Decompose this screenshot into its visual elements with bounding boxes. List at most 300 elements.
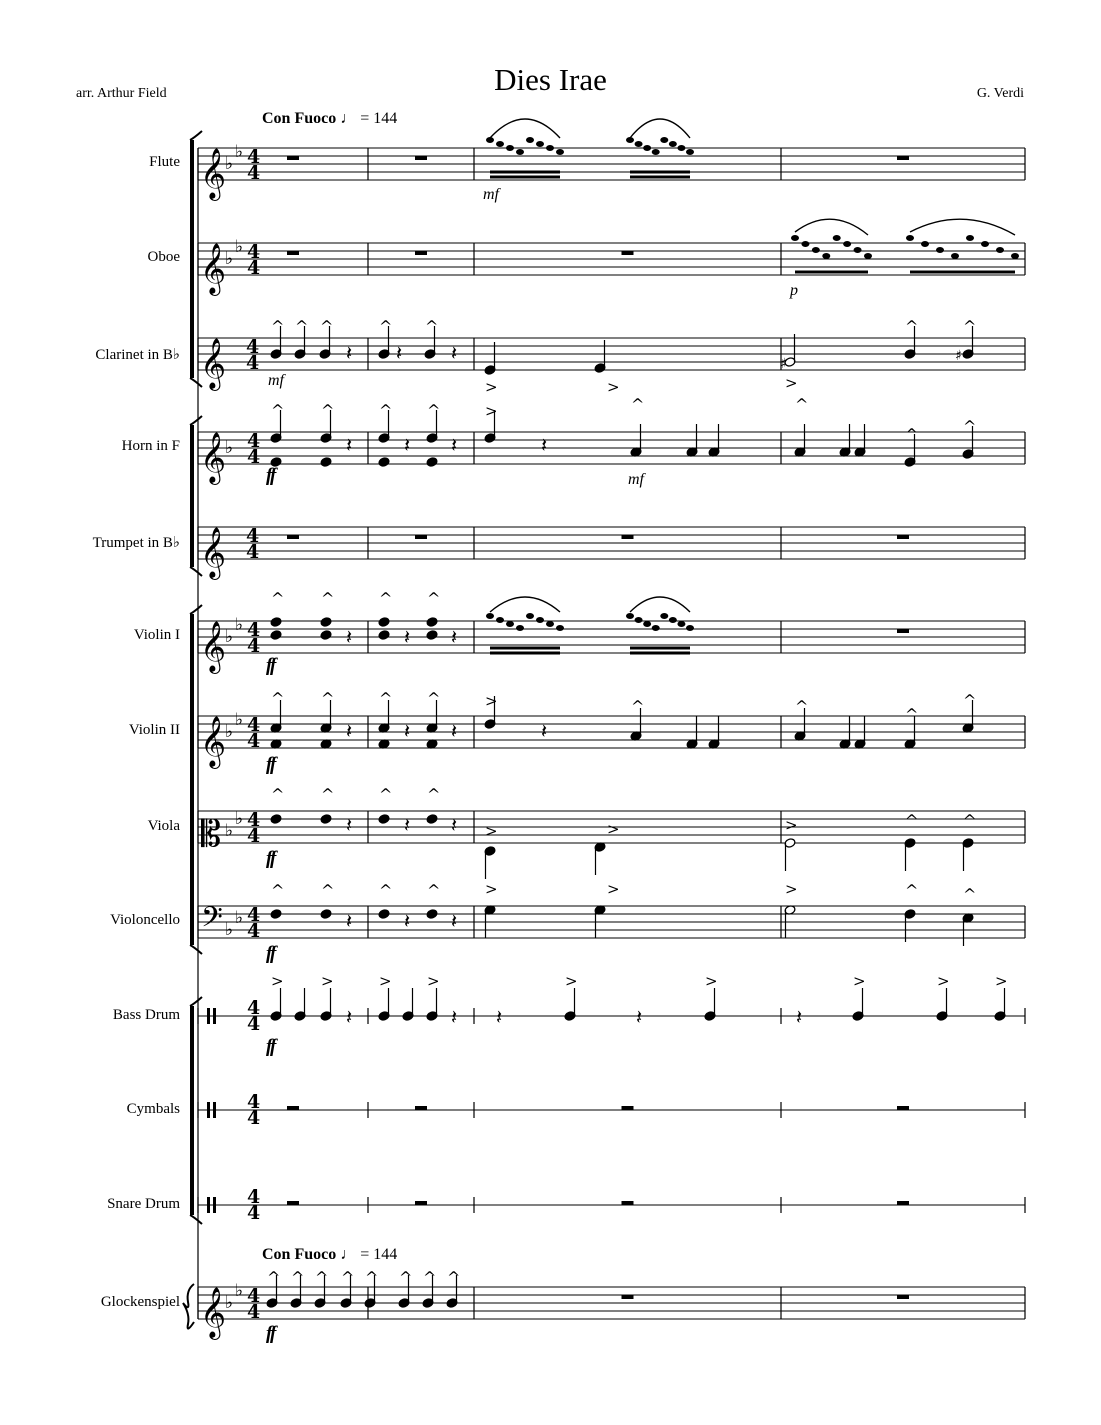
marcato-icon: ^	[291, 1268, 305, 1287]
notehead	[270, 457, 282, 468]
slur	[910, 219, 1015, 235]
notehead	[378, 630, 390, 641]
instrument-name-viola: Viola	[147, 818, 180, 834]
notehead	[652, 625, 660, 631]
note	[426, 814, 438, 825]
accent-icon: >	[607, 880, 620, 898]
quarter-rest-icon: 𝄽	[451, 719, 458, 743]
marcato-icon: ^	[425, 317, 439, 336]
quarter-rest-icon: 𝄽	[451, 813, 458, 837]
marcato-icon: ^	[315, 1268, 329, 1287]
quarter-rest-icon: 𝄽	[451, 1005, 458, 1029]
notehead	[526, 137, 534, 143]
time-signature-top: 4	[247, 1186, 261, 1208]
note	[484, 342, 496, 375]
accent-icon: >	[485, 822, 498, 840]
whole-rest	[622, 1201, 634, 1205]
notehead	[660, 613, 668, 619]
note	[904, 838, 916, 871]
time-signature-bottom: 4	[247, 1013, 261, 1035]
marcato-icon: ^	[271, 881, 285, 900]
instrument-name-trumpet: Trumpet in B♭	[92, 535, 180, 551]
score-title: Dies Irae	[494, 62, 607, 97]
dynamic-flute: mf	[483, 186, 499, 203]
accent-icon: >	[485, 402, 498, 420]
note	[378, 909, 390, 920]
note	[854, 716, 866, 749]
time-signature-bottom: 4	[247, 920, 261, 942]
flat-icon: ♭	[235, 615, 244, 635]
note	[904, 909, 916, 942]
marcato-icon: ^	[631, 395, 645, 414]
instrument-name-bass-drum: Bass Drum	[112, 1007, 180, 1023]
marcato-icon: ^	[295, 317, 309, 336]
quarter-rest-icon: 𝄽	[404, 625, 411, 649]
note	[426, 909, 438, 920]
notehead	[320, 457, 332, 468]
treble-clef-icon: 𝄞	[200, 338, 227, 389]
treble-clef-icon: 𝄞	[200, 716, 227, 767]
staff	[198, 525, 1025, 580]
note	[270, 617, 282, 628]
note	[426, 630, 438, 641]
marcato-icon: ^	[795, 697, 809, 716]
marcato-icon: ^	[427, 785, 441, 804]
note	[378, 988, 390, 1021]
accent-icon: >	[607, 378, 620, 396]
quarter-note-icon: ♩	[340, 110, 357, 127]
slur	[490, 597, 560, 612]
accent-icon: >	[705, 972, 718, 990]
staff	[198, 901, 1025, 942]
time-signature-bottom: 4	[247, 446, 261, 468]
instrument-name-snare-drum: Snare Drum	[107, 1196, 180, 1212]
marcato-icon: ^	[341, 1268, 355, 1287]
time-signature-bottom: 4	[247, 162, 261, 184]
marcato-icon: ^	[321, 589, 335, 608]
treble-clef-icon: 𝄞	[200, 527, 227, 578]
notehead	[669, 141, 677, 147]
note	[839, 424, 851, 457]
time-signature-top: 4	[247, 1091, 261, 1113]
notehead	[833, 235, 841, 241]
notehead	[556, 625, 564, 631]
whole-rest	[622, 535, 634, 539]
marcato-icon: ^	[963, 885, 977, 904]
notehead	[686, 625, 694, 631]
note	[962, 838, 974, 871]
notehead	[496, 141, 504, 147]
dynamic-glockenspiel: ff	[266, 1323, 275, 1344]
whole-rest	[287, 1201, 299, 1205]
notehead	[378, 814, 390, 825]
notehead	[981, 241, 989, 247]
notehead	[426, 630, 438, 641]
notehead	[270, 617, 282, 628]
notehead	[320, 909, 332, 920]
notehead	[426, 457, 438, 468]
note	[320, 814, 332, 825]
accent-icon: >	[565, 972, 578, 990]
marcato-icon: ^	[271, 785, 285, 804]
whole-rest	[415, 535, 427, 539]
note	[839, 716, 851, 749]
time-signature-top: 4	[246, 525, 260, 547]
whole-rest	[415, 156, 427, 160]
notehead	[635, 141, 643, 147]
notes	[266, 119, 1019, 1308]
accent-icon: >	[427, 972, 440, 990]
notehead	[801, 241, 809, 247]
bracket-percussion-hook	[190, 1215, 202, 1224]
time-signature-bottom: 4	[247, 1202, 261, 1224]
marcato-icon: ^	[271, 317, 285, 336]
instrument-name-violin-1: Violin I	[133, 627, 180, 643]
note	[630, 424, 642, 457]
bass-clef-icon: 𝄢	[201, 901, 223, 941]
dynamic-cello: ff	[266, 943, 275, 964]
treble-clef-icon: 𝄞	[200, 621, 227, 672]
bracket-woodwinds-hook	[190, 131, 202, 140]
note	[564, 988, 576, 1021]
marcato-icon: ^	[379, 785, 393, 804]
sharp-icon: ♯	[780, 356, 787, 372]
marcato-icon: ^	[447, 1268, 461, 1287]
note	[426, 457, 438, 468]
marcato-icon: ^	[321, 689, 335, 708]
time-signature-bottom: 4	[247, 635, 261, 657]
note	[594, 842, 606, 875]
marcato-icon: ^	[271, 689, 285, 708]
note	[784, 838, 796, 871]
staves	[183, 131, 1025, 1340]
dynamic-violin-2: ff	[266, 754, 275, 775]
quarter-rest-icon: 𝄽	[451, 341, 458, 365]
dynamic-violin-1: ff	[266, 655, 275, 676]
instrument-name-flute: Flute	[149, 154, 180, 170]
whole-rest	[415, 251, 427, 255]
notehead	[506, 621, 514, 627]
instrument-name-cymbals: Cymbals	[126, 1101, 180, 1117]
notehead	[966, 235, 974, 241]
time-signature-bottom: 4	[247, 1107, 261, 1129]
time-signature-bottom: 4	[247, 825, 261, 847]
whole-rest	[287, 251, 299, 255]
notehead	[1011, 253, 1019, 259]
note	[794, 424, 806, 457]
marcato-icon: ^	[399, 1268, 413, 1287]
arranger-credit: arr. Arthur Field	[76, 86, 167, 101]
notehead	[936, 247, 944, 253]
time-signature-bottom: 4	[246, 541, 260, 563]
quarter-rest-icon: 𝄽	[541, 719, 548, 743]
notehead	[854, 247, 862, 253]
marcato-icon: ^	[427, 689, 441, 708]
accent-icon: >	[379, 972, 392, 990]
whole-rest	[897, 629, 909, 633]
note	[320, 909, 332, 920]
flat-icon: ♭	[225, 1293, 234, 1313]
marcato-icon: ^	[905, 705, 919, 724]
note	[320, 457, 332, 468]
notehead	[536, 141, 544, 147]
marcato-icon: ^	[321, 881, 335, 900]
quarter-rest-icon: 𝄽	[346, 341, 353, 365]
note	[426, 988, 438, 1021]
note	[270, 988, 282, 1021]
flat-icon: ♭	[225, 627, 234, 647]
notehead	[921, 241, 929, 247]
note	[378, 814, 390, 825]
marcato-icon: ^	[379, 401, 393, 420]
instrument-name-cello: Violoncello	[110, 912, 180, 928]
marcato-icon: ^	[963, 317, 977, 336]
slur	[630, 597, 690, 612]
note	[854, 424, 866, 457]
flat-icon: ♭	[225, 438, 234, 458]
flat-icon: ♭	[235, 809, 244, 829]
flat-icon: ♭	[235, 1281, 244, 1301]
notehead	[320, 814, 332, 825]
accent-icon: >	[271, 972, 284, 990]
note	[994, 988, 1006, 1021]
slur	[490, 119, 560, 138]
bracket-strings-hook	[190, 605, 202, 614]
time-signature-top: 4	[247, 241, 261, 263]
time-signature-top: 4	[247, 714, 261, 736]
slur	[630, 119, 690, 138]
notehead	[486, 613, 494, 619]
quarter-rest-icon: 𝄽	[396, 341, 403, 365]
note	[270, 814, 282, 825]
note	[378, 457, 390, 468]
quarter-rest-icon: 𝄽	[636, 1005, 643, 1029]
note	[852, 988, 864, 1021]
marcato-icon: ^	[320, 317, 334, 336]
notehead	[496, 617, 504, 623]
staff	[198, 237, 1025, 296]
accent-icon: >	[853, 972, 866, 990]
notehead	[320, 617, 332, 628]
whole-rest	[415, 1106, 427, 1110]
notehead	[669, 617, 677, 623]
instrument-name-violin-2: Violin II	[128, 722, 180, 738]
dynamic-bass-drum: ff	[266, 1036, 275, 1057]
quarter-rest-icon: 𝄽	[796, 1005, 803, 1029]
instrument-name-horn: Horn in F	[121, 438, 180, 454]
marcato-icon: ^	[795, 395, 809, 414]
notehead	[643, 145, 651, 151]
marcato-icon: ^	[423, 1268, 437, 1287]
notehead	[486, 137, 494, 143]
notehead	[626, 613, 634, 619]
bracket-percussion	[190, 1006, 194, 1215]
quarter-rest-icon: 𝄽	[346, 1005, 353, 1029]
note	[686, 716, 698, 749]
accent-icon: >	[785, 880, 798, 898]
accent-icon: >	[485, 880, 498, 898]
notehead	[378, 909, 390, 920]
marcato-icon: ^	[427, 589, 441, 608]
notehead	[822, 253, 830, 259]
quarter-note-icon: ♩	[340, 1246, 357, 1263]
notehead	[546, 621, 554, 627]
note	[320, 617, 332, 628]
time-signature-top: 4	[247, 619, 261, 641]
quarter-rest-icon: 𝄽	[404, 813, 411, 837]
notehead	[378, 617, 390, 628]
notehead	[526, 613, 534, 619]
alto-clef-icon: 𝄡	[201, 814, 222, 855]
tempo-marking-glockenspiel: Con Fuoco ♩ = 144	[262, 1246, 398, 1263]
accent-icon: >	[995, 972, 1008, 990]
time-signature-bottom: 4	[246, 352, 260, 374]
whole-rest	[622, 251, 634, 255]
instrument-name-clarinet: Clarinet in B♭	[95, 347, 180, 363]
percussion-clef-icon	[207, 1197, 210, 1213]
marcato-icon: ^	[379, 689, 393, 708]
note	[378, 617, 390, 628]
whole-rest	[897, 1295, 909, 1299]
notehead	[652, 149, 660, 155]
marcato-icon: ^	[963, 691, 977, 710]
quarter-rest-icon: 𝄽	[346, 719, 353, 743]
notehead	[546, 145, 554, 151]
bracket-brass-hook	[190, 416, 202, 425]
notehead	[516, 149, 524, 155]
marcato-icon: ^	[321, 785, 335, 804]
time-signature-top: 4	[247, 146, 261, 168]
quarter-rest-icon: 𝄽	[404, 909, 411, 933]
flat-icon: ♭	[235, 142, 244, 162]
notehead	[516, 625, 524, 631]
whole-rest	[897, 535, 909, 539]
whole-rest	[287, 156, 299, 160]
whole-rest	[287, 1106, 299, 1110]
note	[594, 905, 606, 938]
notehead	[951, 253, 959, 259]
quarter-rest-icon: 𝄽	[346, 433, 353, 457]
note	[270, 457, 282, 468]
accent-icon: >	[785, 816, 798, 834]
quarter-rest-icon: 𝄽	[346, 813, 353, 837]
marcato-icon: ^	[963, 417, 977, 436]
note	[320, 988, 332, 1021]
quarter-rest-icon: 𝄽	[541, 433, 548, 457]
staff	[198, 1281, 1025, 1340]
dynamic-horn: ff	[266, 465, 275, 486]
instrument-name-oboe: Oboe	[147, 249, 180, 265]
notehead	[843, 241, 851, 247]
notehead	[635, 617, 643, 623]
marcato-icon: ^	[905, 881, 919, 900]
sharp-icon: ♯	[955, 348, 962, 364]
note	[426, 617, 438, 628]
composer-credit: G. Verdi	[976, 86, 1024, 101]
notehead	[906, 235, 914, 241]
accent-icon: >	[937, 972, 950, 990]
flat-icon: ♭	[235, 908, 244, 928]
note	[708, 424, 720, 457]
flat-icon: ♭	[225, 154, 234, 174]
percussion-clef-icon	[207, 1008, 210, 1024]
notehead	[270, 630, 282, 641]
accent-icon: >	[485, 378, 498, 396]
accent-icon: >	[607, 820, 620, 838]
flat-icon: ♭	[235, 710, 244, 730]
staff	[198, 142, 1025, 201]
notehead	[426, 617, 438, 628]
notehead	[426, 909, 438, 920]
note	[484, 905, 496, 938]
note	[708, 716, 720, 749]
note	[270, 909, 282, 920]
accent-icon: >	[785, 374, 798, 392]
flat-icon: ♭	[225, 821, 234, 841]
treble-clef-icon: 𝄞	[200, 432, 227, 483]
notehead	[812, 247, 820, 253]
time-signature-top: 4	[247, 809, 261, 831]
whole-rest	[897, 156, 909, 160]
notehead	[320, 630, 332, 641]
bracket-brass	[190, 425, 194, 567]
marcato-icon: ^	[905, 425, 919, 444]
time-signature-top: 4	[247, 904, 261, 926]
notehead	[643, 621, 651, 627]
bracket-percussion-hook	[190, 997, 202, 1006]
notehead	[626, 137, 634, 143]
tempo-marking-top: Con Fuoco ♩ = 144	[262, 110, 398, 127]
notehead	[686, 149, 694, 155]
marcato-icon: ^	[379, 881, 393, 900]
marcato-icon: ^	[365, 1268, 379, 1287]
note	[686, 424, 698, 457]
notehead	[864, 253, 872, 259]
notehead	[677, 621, 685, 627]
percussion-clef-icon	[213, 1008, 216, 1024]
note	[594, 340, 606, 373]
accent-icon: >	[485, 692, 498, 710]
quarter-rest-icon: 𝄽	[404, 719, 411, 743]
brace-glockenspiel	[183, 1284, 194, 1329]
time-signature-top: 4	[246, 336, 260, 358]
treble-clef-icon: 𝄞	[200, 148, 227, 199]
whole-rest	[287, 535, 299, 539]
time-signature-top: 4	[247, 997, 261, 1019]
flat-icon: ♭	[235, 237, 244, 257]
marcato-icon: ^	[427, 881, 441, 900]
slur	[795, 219, 868, 235]
staff	[198, 710, 1025, 769]
notehead	[270, 814, 282, 825]
notehead	[426, 814, 438, 825]
whole-rest	[897, 1106, 909, 1110]
dynamic-viola: ff	[266, 848, 275, 869]
marcato-icon: ^	[379, 589, 393, 608]
note	[784, 905, 796, 938]
treble-clef-icon: 𝄞	[200, 1287, 227, 1338]
flat-icon: ♭	[225, 920, 234, 940]
note	[270, 630, 282, 641]
dynamic-oboe: p	[790, 282, 798, 299]
marcato-icon: ^	[631, 697, 645, 716]
quarter-rest-icon: 𝄽	[451, 909, 458, 933]
dynamic-horn-m3: mf	[628, 471, 644, 488]
notehead	[791, 235, 799, 241]
time-signature-bottom: 4	[247, 257, 261, 279]
marcato-icon: ^	[963, 811, 977, 830]
note	[294, 988, 306, 1021]
